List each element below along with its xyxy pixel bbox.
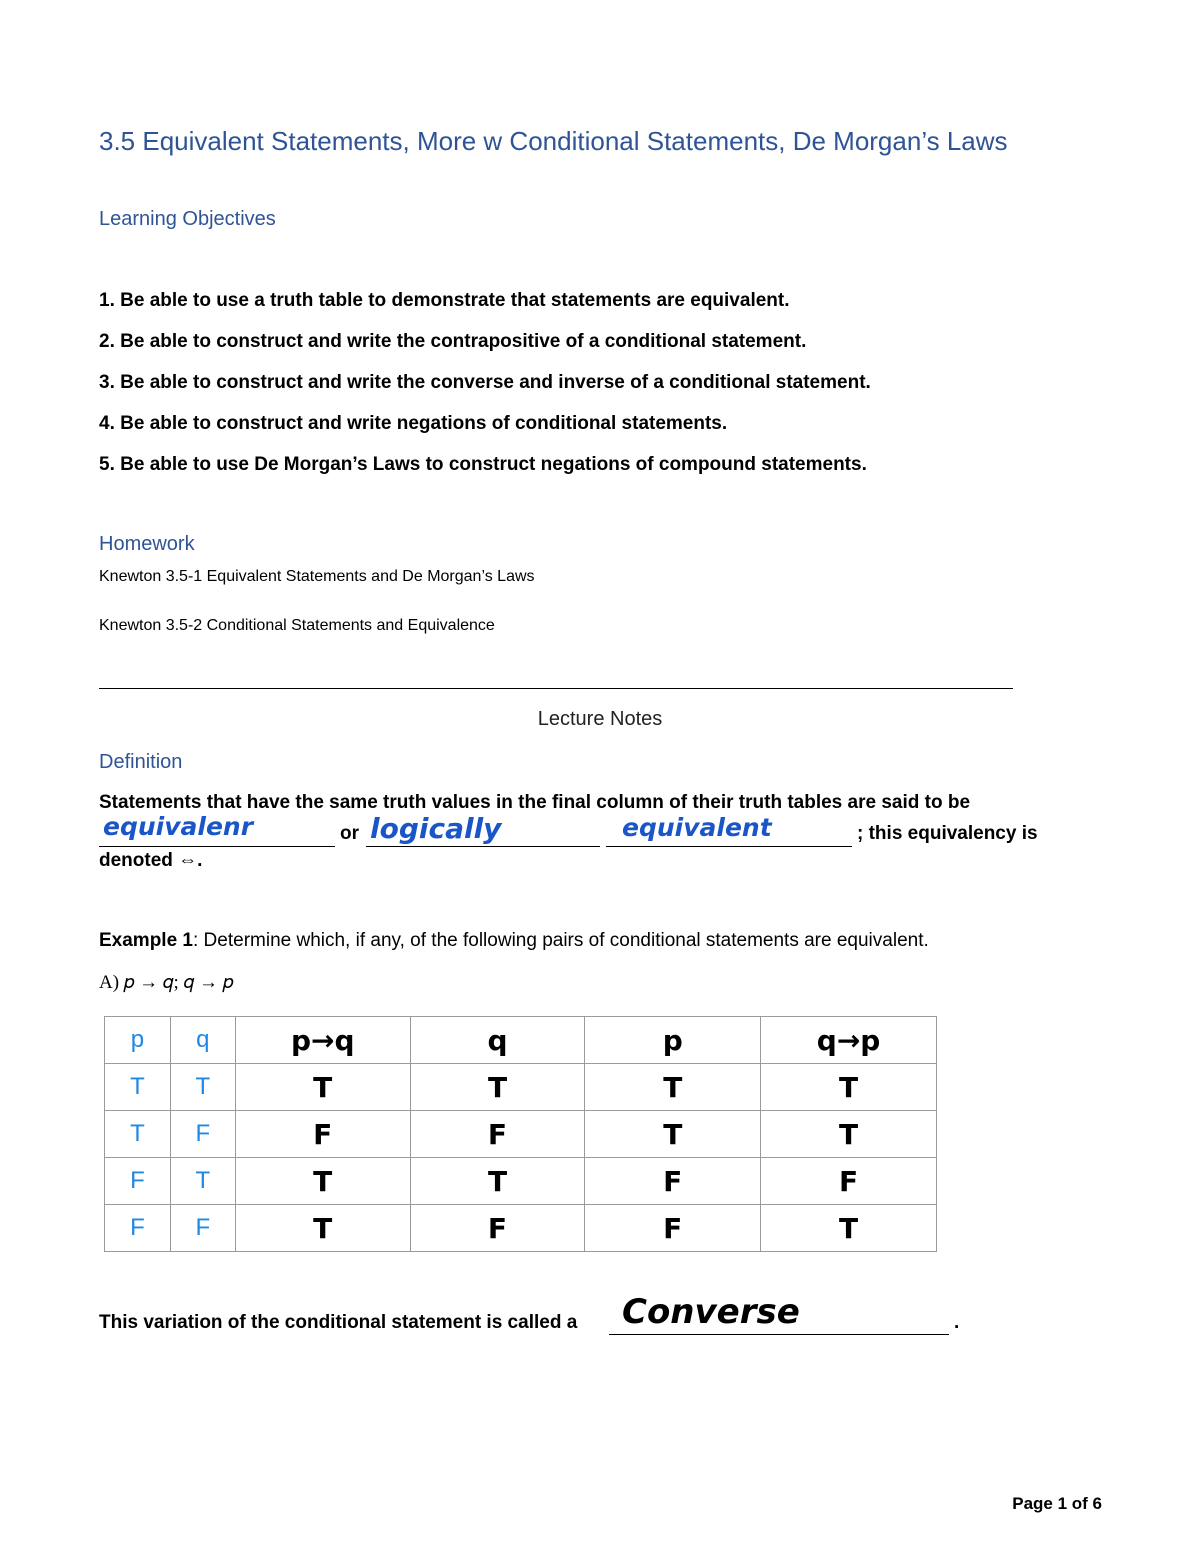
example1-text: : Determine which, if any, of the following pairs of conditional statements are equivalent. <box>193 930 929 951</box>
table-cell: F <box>585 1158 761 1205</box>
homework-item: Knewton 3.5-1 Equivalent Statements and De Morgan’s Laws <box>99 568 535 585</box>
variation-text: This variation of the conditional statement is called a <box>99 1312 578 1333</box>
table-cell: T <box>410 1158 585 1205</box>
objective-item: 5. Be able to use De Morgan’s Laws to construct negations of compound statements. <box>99 454 867 475</box>
table-cell: T <box>235 1064 410 1111</box>
table-cell: T <box>235 1158 410 1205</box>
truth-table <box>104 1016 937 1252</box>
handwritten-answer: equivalent <box>622 813 772 842</box>
handwritten-answer: equivalenr <box>103 812 254 841</box>
table-row <box>105 1064 937 1111</box>
objective-item: 1. Be able to use a truth table to demonstrate that statements are equivalent. <box>99 290 790 311</box>
definition-line3: denoted ⇔. <box>99 850 203 871</box>
definition-or: or <box>340 823 359 844</box>
table-cell: F <box>410 1111 585 1158</box>
objective-item: 2. Be able to construct and write the contrapositive of a conditional statement. <box>99 331 807 352</box>
table-row <box>105 1158 937 1205</box>
header-cell: p→q <box>235 1017 410 1064</box>
table-cell: F <box>585 1205 761 1252</box>
example1-part-a: A) 𝑝 → 𝑞; 𝑞 → 𝑝 <box>99 972 234 993</box>
table-row <box>105 1111 937 1158</box>
table-cell: F <box>235 1111 410 1158</box>
table-cell: T <box>410 1064 585 1111</box>
objective-item: 4. Be able to construct and write negations of conditional statements. <box>99 413 728 434</box>
table-header-row <box>105 1017 937 1064</box>
header-cell: p <box>585 1017 761 1064</box>
answer-blank <box>366 846 600 847</box>
header-cell: q <box>170 1017 235 1064</box>
variation-end: . <box>954 1312 960 1333</box>
lecture-notes-label: Lecture Notes <box>537 708 663 730</box>
table-cell: F <box>105 1158 171 1205</box>
table-row <box>105 1205 937 1252</box>
answer-blank <box>99 846 335 847</box>
table-cell: F <box>105 1205 171 1252</box>
objective-item: 3. Be able to construct and write the converse and inverse of a conditional statement. <box>99 372 871 393</box>
table-cell: T <box>170 1064 235 1111</box>
table-cell: T <box>105 1111 171 1158</box>
table-cell: T <box>585 1111 761 1158</box>
table-cell: T <box>761 1205 937 1252</box>
table-cell: F <box>170 1111 235 1158</box>
section-divider <box>99 688 1013 689</box>
answer-blank <box>606 846 852 847</box>
handwritten-answer: logically <box>370 812 502 845</box>
table-cell: T <box>761 1111 937 1158</box>
header-cell: p <box>105 1017 171 1064</box>
answer-blank <box>609 1334 949 1335</box>
table-cell: T <box>105 1064 171 1111</box>
header-cell: q <box>410 1017 585 1064</box>
handwritten-answer: Converse <box>622 1292 800 1332</box>
page-title: 3.5 Equivalent Statements, More w Conditional Statements, De Morgan’s Laws <box>99 126 1008 156</box>
objectives-heading: Learning Objectives <box>99 208 276 230</box>
table-cell: T <box>235 1205 410 1252</box>
example1-prompt <box>99 930 929 952</box>
table-cell: F <box>761 1158 937 1205</box>
table-cell: F <box>410 1205 585 1252</box>
table-cell: T <box>170 1158 235 1205</box>
header-cell: q→p <box>761 1017 937 1064</box>
homework-item: Knewton 3.5-2 Conditional Statements and Equivalence <box>99 617 495 634</box>
definition-heading: Definition <box>99 751 183 773</box>
example1-label: Example 1 <box>99 930 193 951</box>
definition-tail: ; this equivalency is <box>857 823 1038 844</box>
table-cell: T <box>761 1064 937 1111</box>
table-cell: T <box>585 1064 761 1111</box>
page-number: Page 1 of 6 <box>1012 1494 1102 1513</box>
definition-line1: Statements that have the same truth values in the final column of their truth tables are said to be <box>99 792 971 813</box>
table-cell: F <box>170 1205 235 1252</box>
homework-heading: Homework <box>99 533 195 555</box>
